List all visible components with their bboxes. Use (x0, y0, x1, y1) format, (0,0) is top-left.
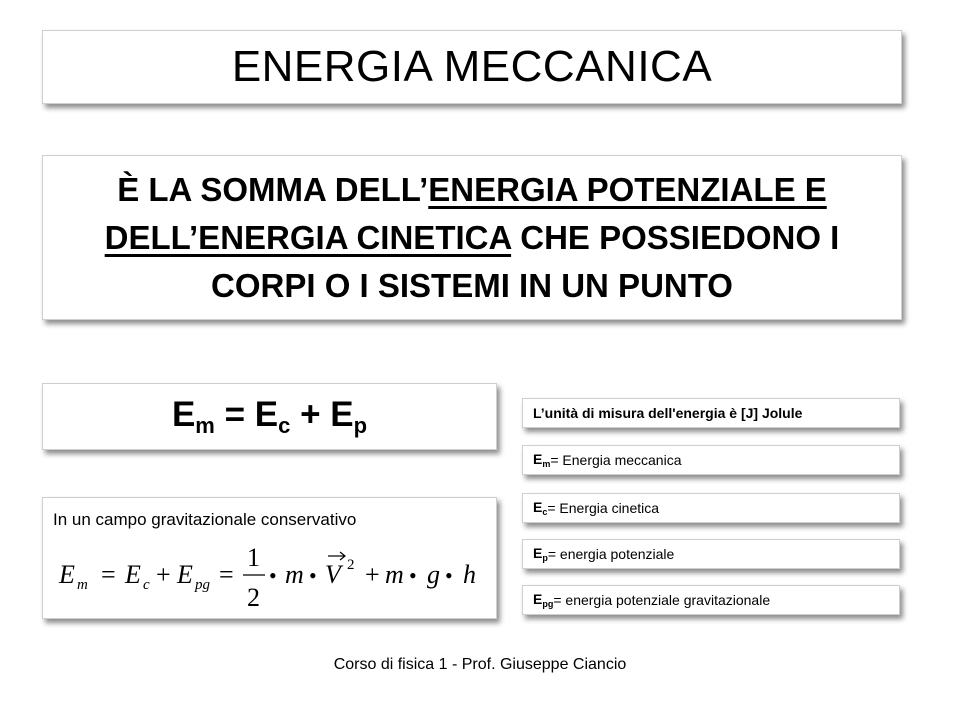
fx-dot2: • (309, 563, 317, 588)
formula-equals: = (214, 394, 255, 434)
main-formula (172, 395, 367, 439)
unit-box (522, 398, 900, 428)
formula-ec: E (254, 394, 279, 434)
fx-E1: E (59, 560, 75, 589)
legend-em-symbol: $E_m$ (533, 451, 551, 469)
legend-em-text: = Energia meccanica (550, 452, 682, 468)
fx-E3: E (177, 560, 193, 589)
gravitational-field-box (42, 497, 497, 619)
formula-em-sub: m (195, 412, 215, 438)
slide-title-text: ENERGIA MECCANICA (231, 42, 713, 91)
fx-h: h (463, 560, 476, 589)
field-label: In un campo gravitazionale conservativo (53, 510, 357, 529)
fx-eq1: = (101, 560, 116, 589)
legend-epg (522, 585, 900, 615)
legend-ep-text: = energia potenziale (547, 546, 675, 562)
fx-plus1: + (156, 560, 171, 589)
field-formula (53, 536, 488, 614)
definition-underlined-2: DELL’ENERGIA CINETICA (104, 218, 512, 256)
fx-E2: E (125, 560, 141, 589)
footer-credit: Corso di fisica 1 - Prof. Giuseppe Ciancio (333, 656, 627, 673)
fx-dot4: • (445, 563, 453, 588)
fx-eq2: = (219, 560, 234, 589)
main-formula-box (42, 383, 497, 450)
fx-one: 1 (247, 543, 260, 572)
unit-text: L’unità di misura dell'energia è [J] Jolule (533, 405, 803, 421)
definition-part2: CHE POSSIEDONO I CORPI O I SISTEMI IN UN PUNTO (211, 218, 840, 304)
fx-V: V (325, 560, 341, 589)
fx-sub-pg: pg (195, 577, 210, 593)
formula-ep-sub: p (353, 412, 368, 438)
legend-ep (522, 539, 900, 569)
fx-square: 2 (347, 557, 355, 573)
definition-text (63, 166, 881, 310)
slide-title (42, 30, 902, 104)
formula-ep: E (330, 394, 354, 434)
definition-underlined-1: ENERGIA POTENZIALE E (428, 170, 827, 208)
formula-em: E (171, 394, 196, 434)
formula-ec-sub: c (278, 412, 291, 438)
fx-plus2: + (365, 560, 380, 589)
legend-epg-symbol: $E_{pg}$ (533, 591, 554, 609)
legend-epg-text: = energia potenziale gravitazionale (553, 592, 771, 608)
formula-plus: + (290, 394, 331, 434)
legend-ep-symbol: $E_p$ (533, 545, 548, 563)
legend-ec-symbol: $E_c$ (533, 499, 548, 517)
legend-ec (522, 493, 900, 523)
definition-part1: È LA SOMMA DELL’ (117, 170, 429, 208)
legend-em (522, 445, 900, 475)
fx-sub-m: m (77, 577, 88, 593)
fx-g: g (427, 560, 440, 589)
fx-dot1: • (269, 563, 277, 588)
fx-dot3: • (409, 563, 417, 588)
definition-box (42, 155, 902, 320)
fx-sub-c: c (143, 577, 150, 593)
fx-two: 2 (247, 583, 260, 612)
legend-ec-text: = Energia cinetica (547, 500, 660, 516)
fx-m1: m (285, 560, 304, 589)
fx-m2: m (385, 560, 404, 589)
